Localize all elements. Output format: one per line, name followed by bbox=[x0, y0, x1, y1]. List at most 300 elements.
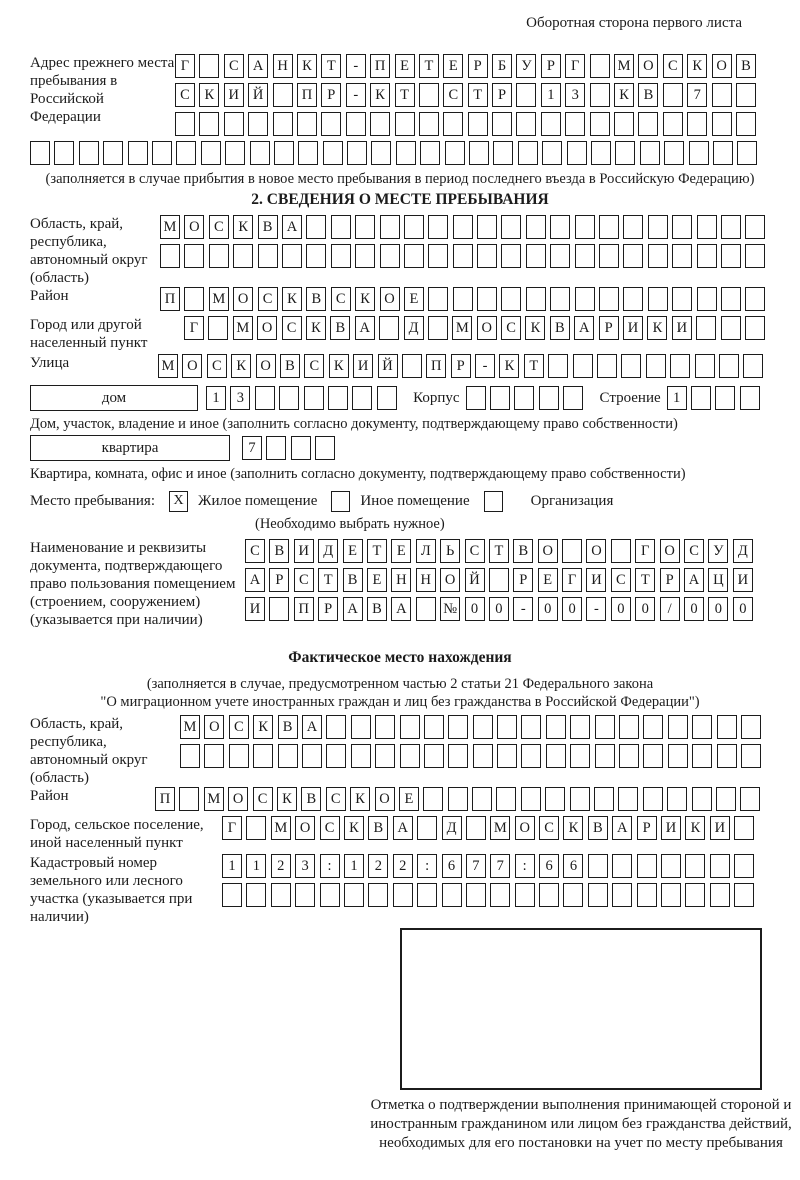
char-cell: М bbox=[233, 316, 253, 340]
char-cell: В bbox=[280, 354, 300, 378]
char-cell bbox=[562, 539, 582, 563]
char-cell bbox=[737, 141, 757, 165]
char-cell bbox=[377, 386, 397, 410]
char-cell bbox=[672, 244, 692, 268]
apartment-box-label: квартира bbox=[30, 435, 230, 461]
char-cell: О bbox=[204, 715, 224, 739]
char-cell bbox=[271, 883, 291, 907]
char-cell: 7 bbox=[687, 83, 707, 107]
char-cell bbox=[204, 744, 224, 768]
char-cell: И bbox=[224, 83, 244, 107]
char-cell bbox=[573, 354, 593, 378]
char-cell bbox=[448, 715, 468, 739]
char-cell: 1 bbox=[667, 386, 687, 410]
char-cell bbox=[424, 715, 444, 739]
stay-district-label: Район bbox=[30, 288, 69, 304]
char-cell bbox=[442, 883, 462, 907]
char-cell bbox=[638, 112, 658, 136]
char-cell: Е bbox=[391, 539, 411, 563]
char-cell bbox=[712, 83, 732, 107]
char-cell: 7 bbox=[490, 854, 510, 878]
char-cell: И bbox=[710, 816, 730, 840]
char-cell: Е bbox=[395, 54, 415, 78]
char-cell bbox=[740, 787, 760, 811]
char-cell bbox=[516, 112, 536, 136]
char-cell bbox=[496, 787, 516, 811]
char-cell: С bbox=[539, 816, 559, 840]
char-cell bbox=[246, 816, 266, 840]
char-cell: С bbox=[175, 83, 195, 107]
char-cell: В bbox=[301, 787, 321, 811]
char-cell bbox=[599, 244, 619, 268]
char-cell: 6 bbox=[563, 854, 583, 878]
char-cell: П bbox=[426, 354, 446, 378]
char-cell bbox=[477, 215, 497, 239]
page-corner-note: Оборотная сторона первого листа bbox=[526, 15, 742, 31]
prev-address-row-3 bbox=[175, 112, 770, 136]
actual-region-row-2 bbox=[180, 744, 770, 768]
char-cell bbox=[515, 883, 535, 907]
char-cell bbox=[550, 244, 570, 268]
char-cell: М bbox=[614, 54, 634, 78]
char-cell bbox=[176, 141, 196, 165]
char-cell bbox=[201, 141, 221, 165]
char-cell bbox=[717, 744, 737, 768]
char-cell: А bbox=[391, 597, 411, 621]
char-cell: В bbox=[306, 287, 326, 311]
char-cell bbox=[621, 354, 641, 378]
char-cell: К bbox=[687, 54, 707, 78]
char-cell: 6 bbox=[539, 854, 559, 878]
stay-city-row bbox=[184, 316, 770, 340]
cadastre-label: Кадастровый номер земельного или лесного участка (указывается при наличии) bbox=[30, 855, 193, 925]
char-cell bbox=[588, 883, 608, 907]
char-cell: Е bbox=[367, 568, 387, 592]
char-cell: Т bbox=[321, 54, 341, 78]
char-cell bbox=[417, 883, 437, 907]
char-cell: 0 bbox=[489, 597, 509, 621]
char-cell bbox=[419, 83, 439, 107]
prev-address-row-2 bbox=[175, 83, 770, 107]
char-cell: В bbox=[368, 816, 388, 840]
actual-region-label: Область, край, республика, автономный округ (область) bbox=[30, 716, 148, 786]
char-cell bbox=[590, 83, 610, 107]
char-cell bbox=[448, 787, 468, 811]
char-cell: К bbox=[647, 316, 667, 340]
char-cell: В bbox=[736, 54, 756, 78]
char-cell bbox=[306, 215, 326, 239]
char-cell bbox=[618, 787, 638, 811]
stay-type-option-inoe: Иное помещение bbox=[360, 492, 470, 509]
char-cell: Й bbox=[378, 354, 398, 378]
confirmation-mark-box bbox=[400, 928, 762, 1090]
char-cell: Д bbox=[733, 539, 753, 563]
char-cell bbox=[736, 112, 756, 136]
char-cell: 0 bbox=[684, 597, 704, 621]
char-cell: К bbox=[297, 54, 317, 78]
char-cell: О bbox=[257, 316, 277, 340]
char-cell bbox=[541, 112, 561, 136]
char-cell: У bbox=[516, 54, 536, 78]
char-cell: - bbox=[346, 83, 366, 107]
char-cell: И bbox=[661, 816, 681, 840]
char-cell: Т bbox=[524, 354, 544, 378]
char-cell bbox=[128, 141, 148, 165]
char-cell: В bbox=[550, 316, 570, 340]
char-cell bbox=[526, 215, 546, 239]
char-cell bbox=[490, 883, 510, 907]
char-cell: С bbox=[684, 539, 704, 563]
char-cell: С bbox=[253, 787, 273, 811]
char-cell bbox=[687, 112, 707, 136]
char-cell bbox=[302, 744, 322, 768]
char-cell: Р bbox=[492, 83, 512, 107]
char-cell bbox=[710, 854, 730, 878]
char-cell bbox=[370, 112, 390, 136]
char-cell: П bbox=[297, 83, 317, 107]
char-cell: П bbox=[370, 54, 390, 78]
char-cell bbox=[663, 112, 683, 136]
char-cell: М bbox=[160, 215, 180, 239]
char-cell bbox=[565, 112, 585, 136]
char-cell: Р bbox=[321, 83, 341, 107]
char-cell bbox=[273, 83, 293, 107]
char-cell: Е bbox=[404, 287, 424, 311]
char-cell bbox=[692, 787, 712, 811]
char-cell: И bbox=[353, 354, 373, 378]
char-cell bbox=[448, 744, 468, 768]
char-cell: М bbox=[490, 816, 510, 840]
char-cell bbox=[497, 744, 517, 768]
cadastre-row-2 bbox=[222, 883, 770, 907]
char-cell bbox=[469, 141, 489, 165]
char-cell: Г bbox=[635, 539, 655, 563]
char-cell bbox=[489, 568, 509, 592]
char-cell bbox=[375, 744, 395, 768]
stay-region-row-2 bbox=[160, 244, 770, 268]
char-cell bbox=[351, 744, 371, 768]
char-cell bbox=[323, 141, 343, 165]
char-cell bbox=[477, 244, 497, 268]
char-cell: О bbox=[440, 568, 460, 592]
char-cell bbox=[501, 244, 521, 268]
char-cell: - bbox=[586, 597, 606, 621]
char-cell bbox=[664, 141, 684, 165]
char-cell bbox=[420, 141, 440, 165]
char-cell: 0 bbox=[611, 597, 631, 621]
field-stay-district bbox=[30, 287, 770, 316]
char-cell bbox=[685, 883, 705, 907]
char-cell: И bbox=[672, 316, 692, 340]
char-cell bbox=[734, 883, 754, 907]
char-cell bbox=[344, 883, 364, 907]
char-cell: 3 bbox=[565, 83, 585, 107]
char-cell: Т bbox=[395, 83, 415, 107]
char-cell: О bbox=[295, 816, 315, 840]
char-cell: К bbox=[370, 83, 390, 107]
char-cell: 0 bbox=[733, 597, 753, 621]
char-cell bbox=[692, 744, 712, 768]
char-cell bbox=[355, 244, 375, 268]
char-cell bbox=[477, 287, 497, 311]
char-cell: В bbox=[258, 215, 278, 239]
char-cell: 0 bbox=[465, 597, 485, 621]
field-stay-city bbox=[30, 316, 770, 354]
char-cell bbox=[30, 141, 50, 165]
char-cell: А bbox=[684, 568, 704, 592]
field-stay-street bbox=[30, 354, 770, 383]
char-cell: М bbox=[209, 287, 229, 311]
char-cell bbox=[545, 787, 565, 811]
house-box-label: дом bbox=[30, 385, 198, 411]
char-cell bbox=[266, 436, 286, 460]
house-row bbox=[30, 385, 770, 411]
field-document bbox=[30, 539, 770, 643]
char-cell: Н bbox=[416, 568, 436, 592]
char-cell: У bbox=[708, 539, 728, 563]
char-cell bbox=[667, 787, 687, 811]
char-cell: С bbox=[229, 715, 249, 739]
prev-address-row-1 bbox=[175, 54, 770, 78]
char-cell: А bbox=[245, 568, 265, 592]
char-cell bbox=[347, 141, 367, 165]
char-cell bbox=[668, 715, 688, 739]
char-cell bbox=[274, 141, 294, 165]
char-cell bbox=[279, 386, 299, 410]
char-cell: О bbox=[256, 354, 276, 378]
stay-type-option-zhiloe: Жилое помещение bbox=[198, 492, 318, 509]
char-cell bbox=[199, 54, 219, 78]
char-cell bbox=[468, 112, 488, 136]
char-cell bbox=[570, 787, 590, 811]
char-cell bbox=[661, 854, 681, 878]
char-cell bbox=[380, 215, 400, 239]
char-cell bbox=[734, 854, 754, 878]
char-cell bbox=[54, 141, 74, 165]
char-cell: О bbox=[586, 539, 606, 563]
char-cell bbox=[623, 287, 643, 311]
confirmation-mark-caption: Отметка о подтверждении выполнения принимающей стороной и иностранным гражданином или лицом без гражданства действий, необходимых для его постановки на учет по месту пребывания bbox=[370, 1097, 792, 1151]
char-cell bbox=[225, 141, 245, 165]
char-cell bbox=[428, 215, 448, 239]
char-cell bbox=[570, 744, 590, 768]
stay-street-row bbox=[158, 354, 770, 378]
char-cell: О bbox=[182, 354, 202, 378]
char-cell bbox=[371, 141, 391, 165]
stay-type-option-organizatsiya: Организация bbox=[530, 492, 614, 509]
char-cell bbox=[696, 316, 716, 340]
char-cell: О bbox=[515, 816, 535, 840]
char-cell: А bbox=[248, 54, 268, 78]
char-cell: К bbox=[231, 354, 251, 378]
char-cell bbox=[453, 287, 473, 311]
apartment-note: Квартира, комната, офис и иное (заполнить согласно документу, подтверждающему право собственности) bbox=[30, 466, 686, 482]
char-cell bbox=[715, 386, 735, 410]
char-cell: П bbox=[155, 787, 175, 811]
char-cell bbox=[623, 215, 643, 239]
cadastre-grid bbox=[222, 854, 770, 912]
section-2-title: 2. СВЕДЕНИЯ О МЕСТЕ ПРЕБЫВАНИЯ bbox=[251, 191, 549, 208]
char-cell: 3 bbox=[230, 386, 250, 410]
char-cell: И bbox=[623, 316, 643, 340]
char-cell: Л bbox=[416, 539, 436, 563]
char-cell bbox=[542, 141, 562, 165]
char-cell bbox=[615, 141, 635, 165]
char-cell: С bbox=[443, 83, 463, 107]
document-row-2 bbox=[245, 568, 770, 592]
char-cell bbox=[712, 112, 732, 136]
char-cell bbox=[472, 787, 492, 811]
char-cell: С bbox=[294, 568, 314, 592]
char-cell bbox=[258, 244, 278, 268]
actual-city-grid bbox=[222, 816, 770, 845]
char-cell: О bbox=[233, 287, 253, 311]
char-cell: С bbox=[207, 354, 227, 378]
char-cell: Т bbox=[635, 568, 655, 592]
char-cell: Т bbox=[318, 568, 338, 592]
char-cell: Г bbox=[222, 816, 242, 840]
char-cell bbox=[400, 744, 420, 768]
char-cell bbox=[710, 883, 730, 907]
char-cell bbox=[526, 244, 546, 268]
char-cell: С bbox=[465, 539, 485, 563]
char-cell: : bbox=[320, 854, 340, 878]
char-cell: Р bbox=[513, 568, 533, 592]
char-cell: С bbox=[209, 215, 229, 239]
char-cell bbox=[717, 715, 737, 739]
char-cell bbox=[269, 597, 289, 621]
char-cell: В bbox=[638, 83, 658, 107]
char-cell bbox=[691, 386, 711, 410]
char-cell bbox=[526, 287, 546, 311]
char-cell bbox=[304, 386, 324, 410]
char-cell bbox=[661, 883, 681, 907]
char-cell: В bbox=[278, 715, 298, 739]
char-cell bbox=[255, 386, 275, 410]
actual-location-title: Фактическое место нахождения bbox=[288, 649, 512, 666]
char-cell: Н bbox=[391, 568, 411, 592]
korpus-label: Корпус bbox=[413, 389, 460, 406]
char-cell bbox=[619, 715, 639, 739]
char-cell: К bbox=[685, 816, 705, 840]
document-grid bbox=[245, 539, 770, 626]
actual-district-grid bbox=[155, 787, 770, 816]
char-cell bbox=[721, 215, 741, 239]
char-cell bbox=[297, 112, 317, 136]
char-cell: П bbox=[160, 287, 180, 311]
char-cell bbox=[351, 715, 371, 739]
char-cell bbox=[648, 215, 668, 239]
char-cell: 7 bbox=[242, 436, 262, 460]
actual-region-row-1 bbox=[180, 715, 770, 739]
char-cell: К bbox=[563, 816, 583, 840]
char-cell bbox=[315, 436, 335, 460]
char-cell bbox=[253, 744, 273, 768]
char-cell: С bbox=[304, 354, 324, 378]
char-cell: 0 bbox=[538, 597, 558, 621]
char-cell bbox=[595, 744, 615, 768]
char-cell bbox=[550, 287, 570, 311]
field-actual-region bbox=[30, 715, 770, 787]
char-cell bbox=[640, 141, 660, 165]
char-cell bbox=[648, 287, 668, 311]
char-cell bbox=[466, 386, 486, 410]
char-cell bbox=[570, 715, 590, 739]
char-cell: Н bbox=[273, 54, 293, 78]
char-cell: А bbox=[574, 316, 594, 340]
char-cell bbox=[395, 112, 415, 136]
house-number-cells bbox=[206, 386, 401, 410]
char-cell bbox=[229, 744, 249, 768]
char-cell: С bbox=[258, 287, 278, 311]
char-cell bbox=[224, 112, 244, 136]
char-cell bbox=[745, 244, 765, 268]
char-cell: К bbox=[199, 83, 219, 107]
char-cell bbox=[473, 715, 493, 739]
char-cell: С bbox=[326, 787, 346, 811]
actual-region-grid bbox=[180, 715, 770, 773]
prev-address-row-4 bbox=[30, 141, 770, 165]
char-cell: 0 bbox=[562, 597, 582, 621]
char-cell bbox=[152, 141, 172, 165]
char-cell bbox=[184, 244, 204, 268]
char-cell: - bbox=[346, 54, 366, 78]
char-cell bbox=[248, 112, 268, 136]
char-cell bbox=[428, 316, 448, 340]
document-row-3 bbox=[245, 597, 770, 621]
char-cell bbox=[331, 215, 351, 239]
char-cell bbox=[233, 244, 253, 268]
char-cell: К bbox=[233, 215, 253, 239]
char-cell: К bbox=[525, 316, 545, 340]
char-cell bbox=[695, 354, 715, 378]
char-cell bbox=[550, 215, 570, 239]
checkbox-organizatsiya bbox=[484, 491, 503, 512]
char-cell bbox=[697, 244, 717, 268]
char-cell bbox=[326, 715, 346, 739]
char-cell bbox=[734, 816, 754, 840]
char-cell bbox=[563, 883, 583, 907]
char-cell bbox=[713, 141, 733, 165]
char-cell: В bbox=[330, 316, 350, 340]
char-cell: Р bbox=[599, 316, 619, 340]
char-cell bbox=[291, 436, 311, 460]
char-cell bbox=[320, 883, 340, 907]
char-cell: : bbox=[515, 854, 535, 878]
char-cell: О bbox=[228, 787, 248, 811]
char-cell: 2 bbox=[393, 854, 413, 878]
char-cell bbox=[501, 215, 521, 239]
char-cell bbox=[445, 141, 465, 165]
prev-address-note: (заполняется в случае прибытия в новое место пребывания в период последнего въезда в Российскую Федерацию) bbox=[45, 171, 755, 187]
char-cell bbox=[326, 744, 346, 768]
actual-city-label: Город, сельское поселение, иной населенный пункт bbox=[30, 817, 204, 851]
char-cell: 1 bbox=[206, 386, 226, 410]
char-cell: Р bbox=[637, 816, 657, 840]
char-cell bbox=[575, 287, 595, 311]
actual-location-note-2: "О миграционном учете иностранных граждан и лиц без гражданства в Российской Федерации") bbox=[100, 694, 700, 710]
char-cell: С bbox=[501, 316, 521, 340]
char-cell: О bbox=[660, 539, 680, 563]
char-cell: О bbox=[538, 539, 558, 563]
char-cell: М bbox=[180, 715, 200, 739]
char-cell: : bbox=[417, 854, 437, 878]
char-cell bbox=[721, 316, 741, 340]
char-cell: 0 bbox=[635, 597, 655, 621]
char-cell bbox=[741, 744, 761, 768]
stay-street-label: Улица bbox=[30, 355, 70, 371]
char-cell: Т bbox=[367, 539, 387, 563]
